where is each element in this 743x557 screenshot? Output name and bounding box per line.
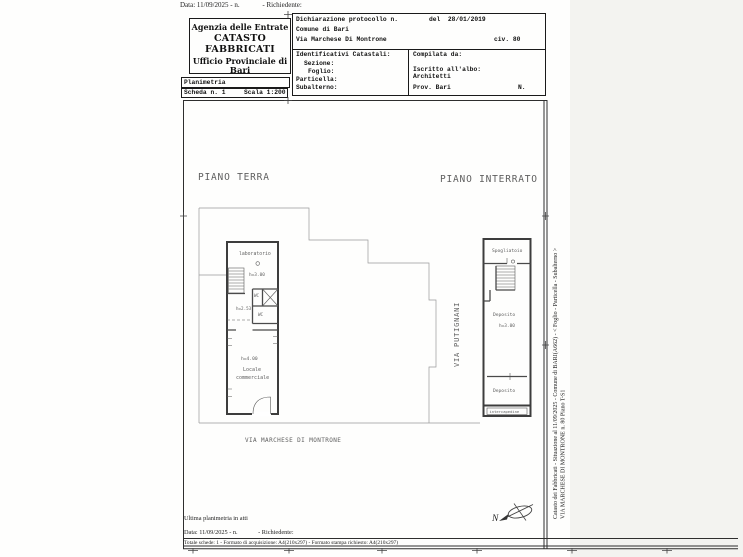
- agency-name: Agenzia delle Entrate: [191, 22, 289, 32]
- deposito2-label: Deposito: [493, 389, 516, 394]
- lab-height-label: h=3.00: [249, 273, 265, 278]
- wc-upper-label: WC: [254, 293, 260, 298]
- basement-floor-title: PIANO INTERRATO: [440, 174, 538, 185]
- iscritto-label: Iscritto all'albo:: [413, 66, 482, 73]
- foglio-label: Foglio:: [308, 68, 335, 75]
- spogliatoio-label: Spogliatoio: [492, 249, 523, 254]
- comune-label: Comune di Bari: [296, 26, 349, 33]
- sidebar-line-1: Catasto dei Fabbricati - Situazione al 11/09/2025 - Comune di BARI(A662) - < Foglio - Particella - Subalterno >: [553, 247, 559, 519]
- footer-totale: Totale schede: 1 - Formato di acquisizione: A4(210x297) - Formato stampa richiesto: A4(210x297): [184, 540, 399, 546]
- frame-registration-ticks: [180, 11, 672, 554]
- catasto-title: CATASTO FABBRICATI: [205, 33, 275, 55]
- prov-number-label: N.: [518, 84, 526, 91]
- civic-number: civ. 80: [494, 36, 521, 43]
- door-symbol-circle: [511, 260, 514, 263]
- office-line: Ufficio Provinciale di: [192, 56, 288, 66]
- footer-block: [184, 515, 398, 546]
- deposito1-height-label: h=3.00: [499, 324, 515, 329]
- albo-value: Architetti: [413, 73, 451, 80]
- lab-symbol-circle: [256, 262, 260, 266]
- identificativi-title: Identificativi Catastali:: [296, 51, 391, 58]
- deposito1-label: Deposito: [493, 313, 516, 318]
- subalterno-label: Subalterno:: [296, 84, 338, 91]
- planimetria-label: Planimetria: [184, 79, 226, 86]
- sidebar-rotated-text: [552, 247, 567, 519]
- sezione-label: Sezione:: [304, 60, 335, 67]
- footer-ultima: Ultima planimetria in atti: [184, 515, 248, 522]
- compass-north-icon: [491, 504, 533, 525]
- office-city: Bari: [229, 66, 251, 76]
- basement-staircase: [496, 266, 515, 290]
- staircase: [227, 268, 245, 294]
- basement-unit: [484, 239, 531, 416]
- prov-label: Prov. Bari: [413, 84, 451, 91]
- block-context-outline: [199, 208, 480, 423]
- particella-label: Particella:: [296, 76, 338, 83]
- laboratorio-label: laboratorio: [239, 252, 271, 257]
- street-label-bottom: VIA MARCHESE DI MONTRONE: [245, 437, 342, 444]
- mid-height-label: h=2.53: [236, 306, 252, 311]
- sidebar-line-2: VIA MARCHESE DI MONTRONE n. 80 Piano T-S1: [560, 389, 567, 519]
- compilata-label: Compilata da:: [413, 51, 463, 58]
- header-date-line: Data: 11/09/2025 - n. - Richiedente:: [180, 1, 302, 9]
- footer-data-line: Data: 11/09/2025 - n. - Richiedente:: [184, 529, 294, 536]
- protocol-label: Dichiarazione protocollo n.: [296, 16, 399, 23]
- wc-lower-label: WC: [258, 312, 264, 317]
- ground-floor-unit: [227, 242, 278, 416]
- locale-label-1: Locale: [243, 367, 262, 373]
- protocol-date: del 28/01/2019: [429, 16, 486, 23]
- entrance-door-arc: [252, 397, 271, 416]
- scheda-label: Scheda n. 1: [184, 88, 226, 96]
- locale-label-2: commerciale: [236, 375, 270, 381]
- intercapedine-label: intercapedine: [489, 409, 520, 414]
- scala-label: Scala 1:200: [244, 88, 286, 96]
- street-label: Via Marchese Di Montrone: [296, 36, 387, 43]
- street-label-side: VIA PUTIGNANI: [453, 301, 461, 367]
- compass-n-label: N: [492, 514, 499, 524]
- locale-height-label: h=4.00: [241, 357, 258, 362]
- ground-floor-title: PIANO TERRA: [198, 172, 270, 183]
